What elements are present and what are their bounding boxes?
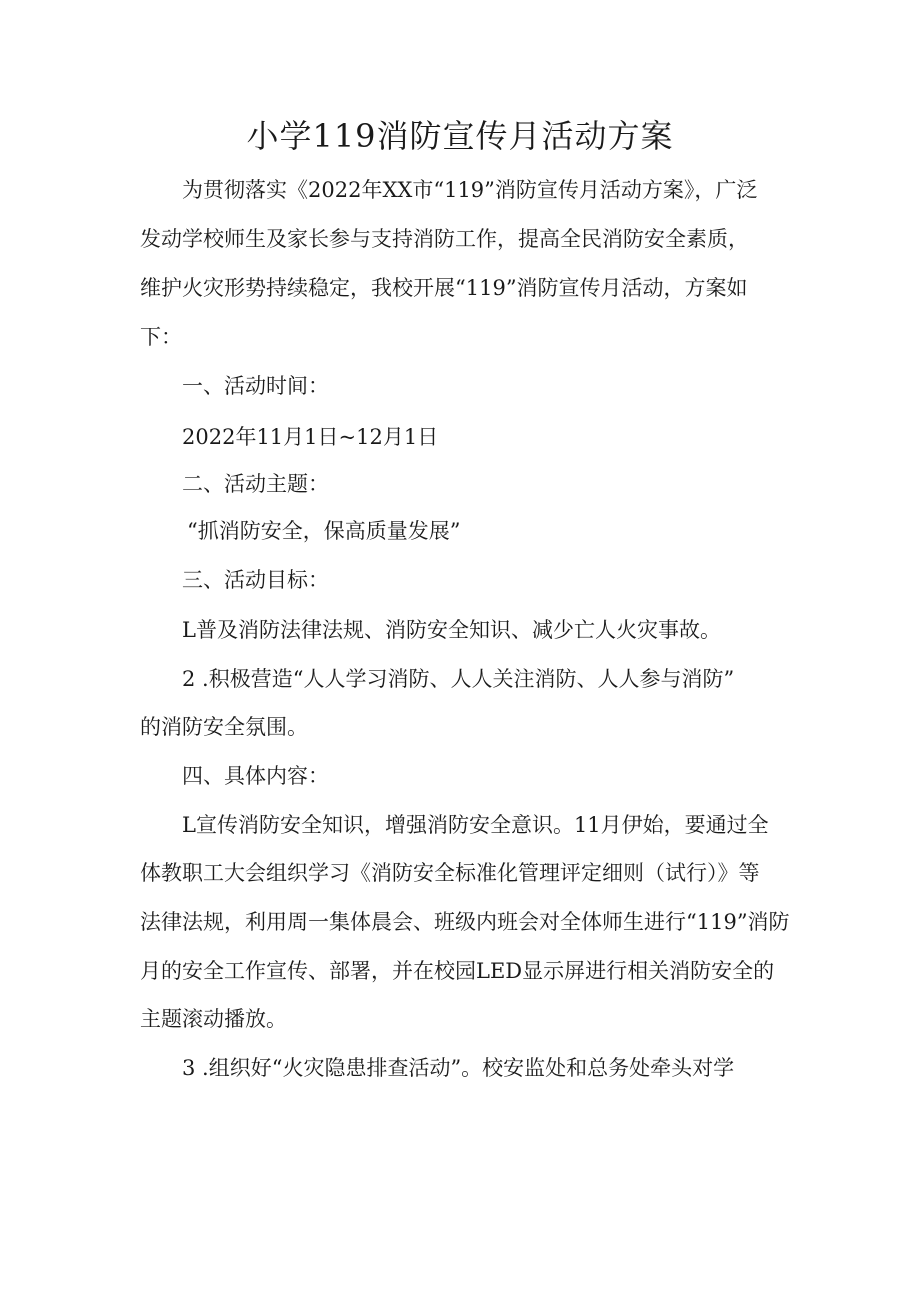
- section-3-item-1: L普及消防法律法规、消防安全知识、减少亡人火灾事故。: [182, 618, 721, 642]
- intro-line-4: 下：: [140, 325, 182, 349]
- section-3-heading: 三、活动目标：: [182, 568, 329, 592]
- document-title: 小学119消防宣传月活动方案: [246, 117, 674, 155]
- section-3-item-2-line-2: 的消防安全氛围。: [140, 715, 308, 739]
- section-1-content: 2022年11月1日~12月1日: [182, 425, 439, 449]
- section-4-item-2: 3 .组织好“火灾隐患排查活动”。校安监处和总务处牵头对学: [182, 1056, 735, 1080]
- section-4-item-1-line-5: 主题滚动播放。: [140, 1007, 287, 1031]
- section-1-heading: 一、活动时间：: [182, 374, 329, 398]
- section-3-item-2-line-1: 2 .积极营造“人人学习消防、人人关注消防、人人参与消防”: [182, 667, 735, 691]
- intro-line-1: 为贯彻落实《2022年XX市“119”消防宣传月活动方案》，广泛: [182, 178, 758, 202]
- section-4-item-1-line-1: L宣传消防安全知识，增强消防安全意识。11月伊始，要通过全: [182, 813, 769, 837]
- section-4-item-1-line-4: 月的安全工作宣传、部署，并在校园LED显示屏进行相关消防安全的: [140, 959, 775, 983]
- section-2-heading: 二、活动主题：: [182, 472, 329, 496]
- section-4-item-1-line-3: 法律法规，利用周一集体晨会、班级内班会对全体师生进行“119”消防: [140, 910, 790, 934]
- intro-line-3: 维护火灾形势持续稳定，我校开展“119”消防宣传月活动，方案如: [140, 276, 748, 300]
- section-4-heading: 四、具体内容：: [182, 764, 329, 788]
- section-2-content: “抓消防安全，保高质量发展”: [187, 519, 461, 543]
- intro-line-2: 发动学校师生及家长参与支持消防工作，提高全民消防安全素质，: [140, 227, 749, 251]
- section-4-item-1-line-2: 体教职工大会组织学习《消防安全标准化管理评定细则（试行）》等: [140, 861, 760, 885]
